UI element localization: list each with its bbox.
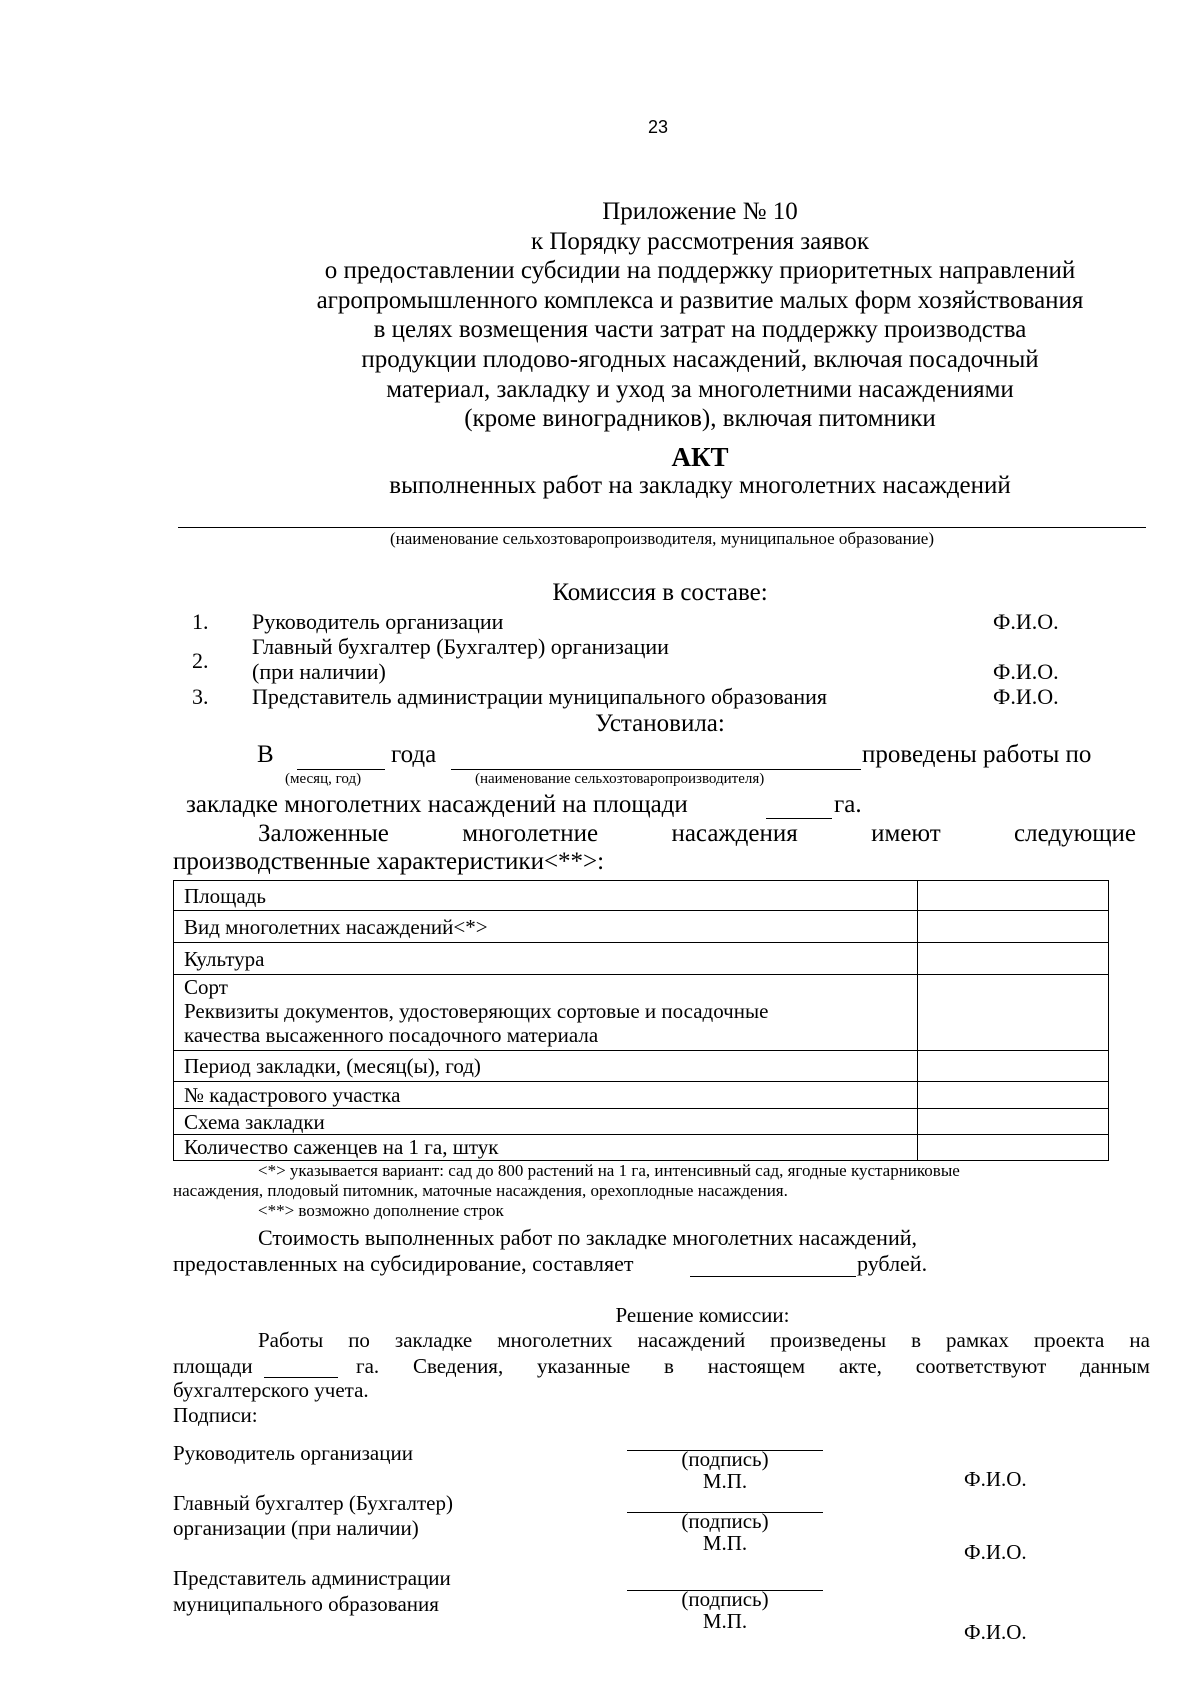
table-cell-label: Схема закладки — [174, 1109, 918, 1135]
area-unit: га. — [834, 791, 862, 818]
table-row — [174, 943, 1109, 975]
footnote-2: <**> возможно дополнение строк — [258, 1201, 504, 1220]
cost-unit: рублей. — [857, 1251, 928, 1276]
member-number: 3. — [192, 684, 209, 709]
commission-heading: Комиссия в составе: — [552, 579, 768, 606]
word: следующие — [1014, 820, 1136, 847]
word: рамках — [946, 1328, 1009, 1352]
table-cell-value[interactable] — [918, 975, 1109, 1051]
word: проекта — [1033, 1328, 1105, 1352]
table-cell-label: Культура — [174, 943, 918, 975]
table-cell-value[interactable] — [918, 943, 1109, 975]
word: насаждений — [637, 1328, 746, 1352]
act-subtitle: выполненных работ на закладку многолетних насаждений — [389, 472, 1011, 499]
word: имеют — [871, 820, 941, 847]
signatory-fio: Ф.И.О. — [964, 1467, 1027, 1491]
table-cell-value[interactable] — [918, 1109, 1109, 1135]
table-cell-line: Сорт — [184, 975, 228, 999]
decision-line — [258, 1328, 1150, 1353]
appendix-line: в целях возмещения части затрат на поддержку производства — [373, 316, 1027, 344]
footnote-1: <*> указывается вариант: сад до 800 растений на 1 га, интенсивный сад, ягодные кустарниковые — [258, 1161, 960, 1180]
seal-mark: М.П. — [702, 1609, 748, 1633]
producer-caption: (наименование сельхозтоваропроизводителя, муниципальное образование) — [390, 529, 934, 548]
member-fio: Ф.И.О. — [993, 609, 1059, 634]
member-role: Главный бухгалтер (Бухгалтер) организации — [252, 634, 669, 659]
area-fill-line — [766, 818, 832, 819]
table-cell-label: № кадастрового участка — [174, 1082, 918, 1109]
word: закладке — [394, 1328, 473, 1352]
word: указанные — [537, 1354, 631, 1378]
word: многолетние — [462, 820, 599, 847]
appendix-header — [240, 197, 1160, 434]
decision-line: бухгалтерского учета. — [173, 1378, 369, 1402]
word: настоящем — [707, 1354, 806, 1378]
table-row — [174, 1135, 1109, 1161]
member-number: 2. — [192, 648, 209, 673]
act-title: АКТ — [671, 442, 729, 472]
signatures-label: Подписи: — [173, 1403, 258, 1427]
word: соответствуют — [915, 1354, 1047, 1378]
page-number: 23 — [648, 117, 669, 137]
works-conducted-text: проведены работы по — [862, 741, 1092, 768]
producer-name-fill-line — [451, 769, 861, 770]
decision-line — [356, 1354, 1150, 1379]
table-cell-label: Вид многолетних насаждений<*> — [174, 911, 918, 943]
appendix-line: материал, закладку и уход за многолетними насаждениями — [386, 375, 1014, 403]
table-cell-label — [174, 975, 918, 1051]
year-word: года — [391, 741, 437, 768]
table-row — [174, 1051, 1109, 1082]
word: акте, — [838, 1354, 882, 1378]
word: Сведения, — [412, 1354, 504, 1378]
appendix-line: к Порядку рассмотрения заявок — [530, 227, 870, 255]
appendix-line: агропромышленного комплекса и развитие малых форм хозяйствования — [316, 286, 1084, 314]
signature-caption: (подпись) — [681, 1509, 769, 1533]
footnote-1-cont: насаждения, плодовый питомник, маточные насаждения, орехоплодные насаждения. — [173, 1181, 788, 1200]
signature-caption: (подпись) — [681, 1587, 769, 1611]
table-cell-label: Количество саженцев на 1 га, штук — [174, 1135, 918, 1161]
word: данным — [1080, 1354, 1150, 1378]
signatory-role: Представитель администрации — [173, 1566, 451, 1590]
signatory-role: Главный бухгалтер (Бухгалтер) — [173, 1491, 453, 1515]
word: по — [348, 1328, 370, 1352]
table-cell-label: Период закладки, (месяц(ы), год) — [174, 1051, 918, 1082]
word: насаждения — [671, 820, 798, 847]
word: Работы — [258, 1328, 324, 1352]
characteristics-table — [173, 880, 1109, 1161]
word: в — [664, 1354, 674, 1378]
signatory-fio: Ф.И.О. — [964, 1540, 1027, 1564]
word: в — [911, 1328, 922, 1352]
table-cell-line: Реквизиты документов, удостоверяющих сортовые и посадочные — [184, 999, 769, 1023]
table-row — [174, 975, 1109, 1051]
table-cell-value[interactable] — [918, 881, 1109, 911]
member-role: Представитель администрации муниципального образования — [252, 684, 828, 709]
cost-text: Стоимость выполненных работ по закладке многолетних насаждений, — [258, 1225, 918, 1250]
month-year-caption: (месяц, год) — [285, 771, 362, 787]
signatory-fio: Ф.И.О. — [964, 1620, 1027, 1644]
appendix-line: продукции плодово-ягодных насаждений, включая посадочный — [361, 345, 1039, 373]
table-cell-value[interactable] — [918, 1051, 1109, 1082]
member-fio: Ф.И.О. — [993, 659, 1059, 684]
producer-fill-line — [178, 527, 1146, 528]
table-cell-value[interactable] — [918, 1082, 1109, 1109]
word: произведены — [770, 1328, 887, 1352]
characteristics-intro: производственные характеристики<**>: — [173, 848, 605, 875]
cost-fill-line — [690, 1276, 856, 1277]
word: Заложенные — [258, 820, 389, 847]
signatory-role-cont: организации (при наличии) — [173, 1516, 419, 1540]
member-role: Руководитель организации — [252, 609, 504, 634]
producer-name-caption: (наименование сельхозтоваропроизводителя) — [475, 771, 765, 787]
area-text: закладке многолетних насаждений на площади — [186, 791, 688, 818]
appendix-line: (кроме виноградников), включая питомники — [464, 405, 936, 433]
table-row — [174, 1082, 1109, 1109]
appendix-line: Приложение № 10 — [602, 198, 798, 225]
word: на — [1129, 1328, 1150, 1352]
table-cell-value[interactable] — [918, 911, 1109, 943]
decision-heading: Решение комиссии: — [615, 1303, 790, 1327]
established-heading: Установила: — [595, 710, 725, 737]
member-fio: Ф.И.О. — [993, 684, 1059, 709]
table-cell-value[interactable] — [918, 1135, 1109, 1161]
in-word: В — [257, 741, 274, 768]
appendix-line: о предоставлении субсидии на поддержку приоритетных направлений — [324, 257, 1076, 285]
seal-mark: М.П. — [702, 1469, 748, 1493]
table-row — [174, 911, 1109, 943]
table-row — [174, 1109, 1109, 1135]
decision-area-label: площади — [173, 1354, 253, 1378]
word: многолетних — [497, 1328, 613, 1352]
table-cell-line: качества высаженного посадочного материала — [184, 1023, 599, 1047]
signatory-role-cont: муниципального образования — [173, 1592, 439, 1616]
table-cell-label: Площадь — [174, 881, 918, 911]
word: га. — [356, 1354, 380, 1378]
member-role-note: (при наличии) — [252, 659, 386, 684]
seal-mark: М.П. — [702, 1531, 748, 1555]
member-number: 1. — [192, 609, 209, 634]
characteristics-line — [258, 820, 1136, 848]
signatory-role: Руководитель организации — [173, 1441, 413, 1465]
month-year-fill-line — [297, 769, 385, 770]
signature-caption: (подпись) — [681, 1447, 769, 1471]
cost-text-cont: предоставленных на субсидирование, составляет — [173, 1251, 634, 1276]
table-row — [174, 881, 1109, 911]
